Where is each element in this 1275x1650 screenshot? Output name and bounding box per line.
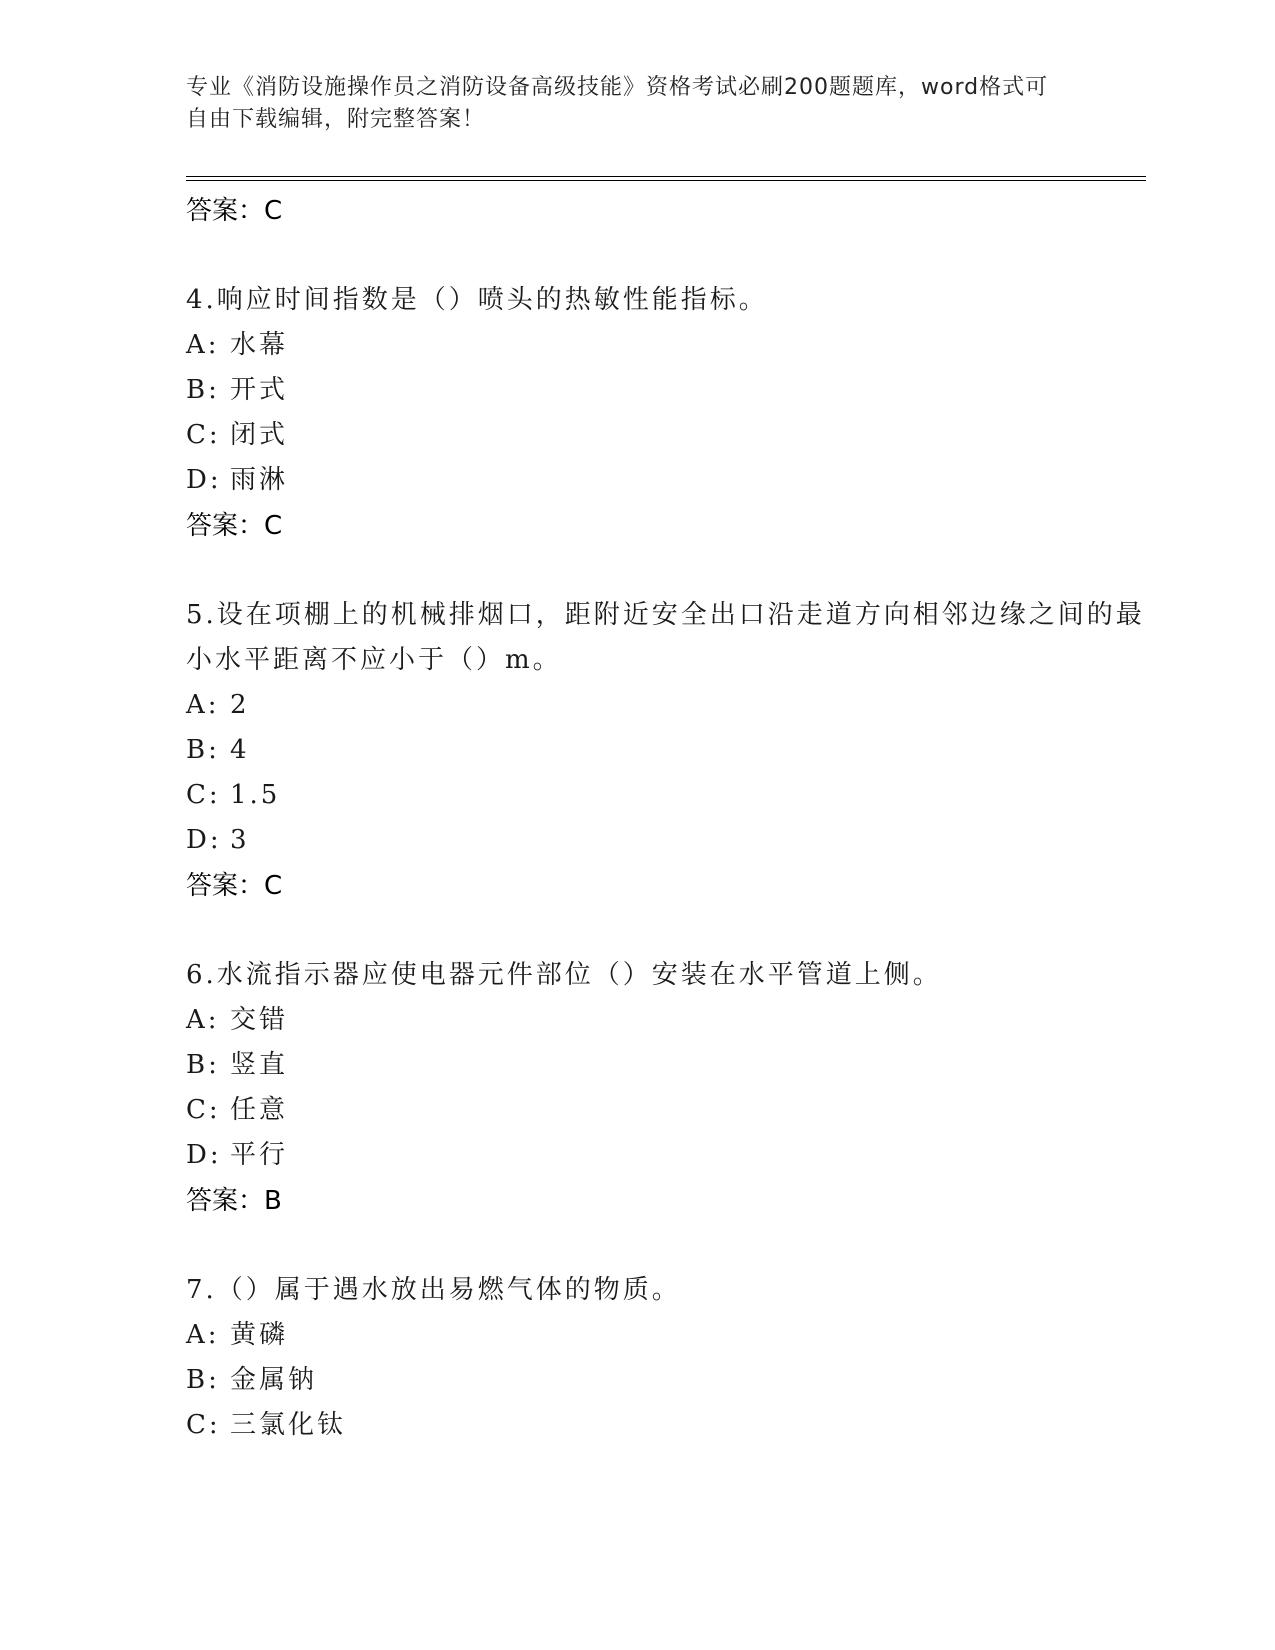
option-key: D:: [186, 1140, 222, 1170]
answer-line: 答案：C: [186, 871, 283, 901]
option-text: 交错: [230, 1005, 289, 1035]
option-text: 2: [230, 690, 250, 720]
option-text: 雨淋: [230, 465, 289, 495]
option-b: [186, 728, 1146, 773]
option-d: [186, 818, 1146, 863]
option-c: [186, 1088, 1146, 1133]
question-stem: 5.设在项棚上的机械排烟口，距附近安全出口沿走道方向相邻边缘之间的最小水平距离不应小于（）m。: [186, 600, 1145, 675]
question-stem: 6.水流指示器应使电器元件部位（）安装在水平管道上侧。: [186, 960, 942, 990]
option-a: [186, 323, 1146, 368]
question-block: [186, 593, 1146, 909]
option-key: A:: [186, 1320, 220, 1350]
spacer: [186, 234, 1146, 278]
option-a: [186, 1313, 1146, 1358]
answer-line: 答案：B: [186, 1186, 282, 1216]
answer-line: 答案：C: [186, 196, 283, 226]
question-block: [186, 1268, 1146, 1448]
page-header: 专业《消防设施操作员之消防设备高级技能》资格考试必刷200题题库，word格式可自由下载编辑，附完整答案！: [186, 75, 1049, 132]
option-key: D:: [186, 465, 222, 495]
option-d: [186, 1133, 1146, 1178]
question-list: [186, 188, 1146, 1448]
option-key: A:: [186, 330, 220, 360]
option-text: 平行: [230, 1140, 289, 1170]
option-key: B:: [186, 1050, 220, 1080]
option-c: [186, 773, 1146, 818]
option-key: C:: [186, 1095, 221, 1125]
question-block: [186, 953, 1146, 1224]
option-text: 闭式: [230, 420, 289, 450]
spacer: [186, 1224, 1146, 1268]
option-text: 竖直: [230, 1050, 289, 1080]
option-text: 3: [230, 825, 250, 855]
option-a: [186, 683, 1146, 728]
option-key: B:: [186, 735, 220, 765]
option-c: [186, 413, 1146, 458]
option-key: C:: [186, 1410, 221, 1440]
question-stem: 4.响应时间指数是（）喷头的热敏性能指标。: [186, 285, 768, 315]
option-text: 4: [230, 735, 250, 765]
option-text: 三氯化钛: [230, 1410, 347, 1440]
option-text: 任意: [230, 1095, 289, 1125]
option-text: 金属钠: [230, 1365, 318, 1395]
option-b: [186, 1043, 1146, 1088]
option-text: 开式: [230, 375, 289, 405]
option-b: [186, 368, 1146, 413]
spacer: [186, 909, 1146, 953]
option-key: C:: [186, 420, 221, 450]
option-text: 黄磷: [230, 1320, 289, 1350]
option-key: B:: [186, 375, 220, 405]
question-block: [186, 278, 1146, 549]
option-key: D:: [186, 825, 222, 855]
question-stem: 7.（）属于遇水放出易燃气体的物质。: [186, 1275, 681, 1305]
option-b: [186, 1358, 1146, 1403]
option-text: 水幕: [230, 330, 289, 360]
header-divider: [186, 176, 1146, 181]
option-key: A:: [186, 1005, 220, 1035]
option-d: [186, 458, 1146, 503]
answer-line: 答案：C: [186, 511, 283, 541]
option-a: [186, 998, 1146, 1043]
option-text: 1.5: [230, 780, 281, 810]
option-c: [186, 1403, 1146, 1448]
option-key: C:: [186, 780, 221, 810]
option-key: B:: [186, 1365, 220, 1395]
spacer: [186, 549, 1146, 593]
option-key: A:: [186, 690, 220, 720]
